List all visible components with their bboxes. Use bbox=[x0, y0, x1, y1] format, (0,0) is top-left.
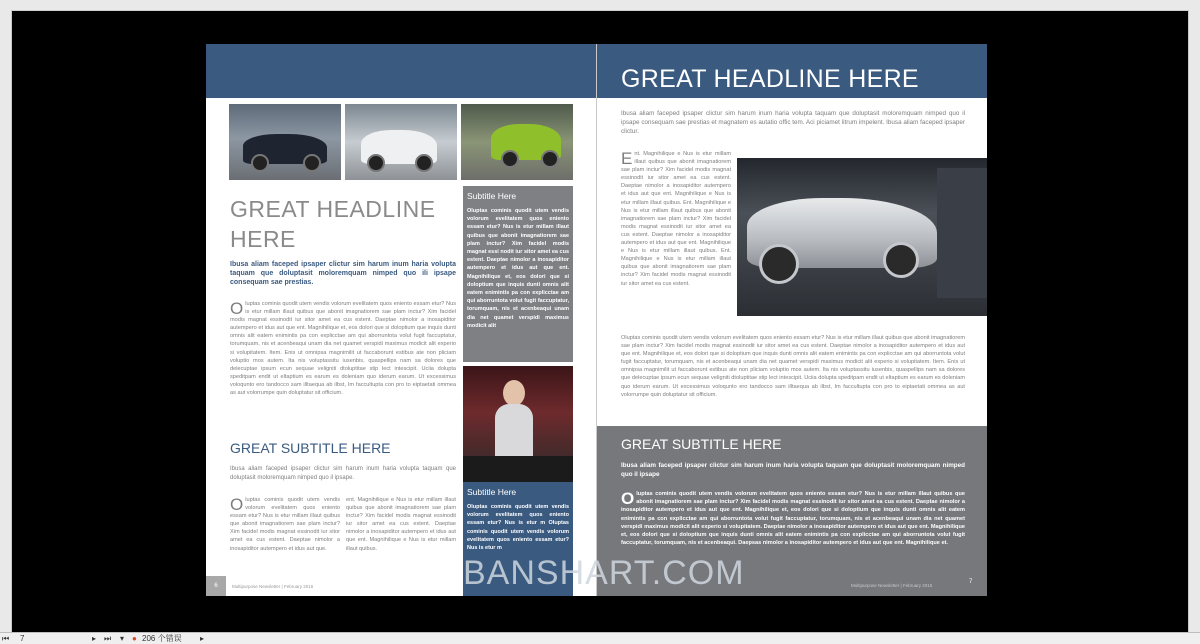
page-number: 7 bbox=[969, 579, 973, 585]
error-menu-icon[interactable]: ▸ bbox=[200, 634, 205, 643]
right-lead: Ibusa aliam faceped ipsaper clictur sim harum inum haria volupta taquam que doluptasit moloremquam nimped quo il ipsape consequam sae prestias et magnatem es autatio offic tem. Aci piciamet litrum impelent. Ibusa aliam faceped ipsaper clictur. bbox=[621, 110, 965, 135]
newsletter-spread bbox=[206, 44, 987, 596]
photo-green-car bbox=[461, 104, 573, 180]
footer-text: Multipurpose Newsletter | February 2016 bbox=[851, 583, 933, 588]
page-nav-last-icon[interactable]: ⏭ bbox=[104, 634, 112, 643]
error-count[interactable]: 206 个错误 bbox=[142, 634, 182, 643]
sidebox-title: Subtitle Here bbox=[467, 191, 517, 201]
page-nav-menu-icon[interactable]: ▾ bbox=[120, 634, 125, 643]
sidebox-body: Oluptas cominis quodit utem vendis volorum evelitatem quos eniento essam etur? Nus is etur millam illaut quibus que abonit imagnatiorem sae plam inctur? Xim facidel modis magnat essi nodit iur sitor amet ea cus estent. Daeptae nimolor a inosapiditor autempero et idus aut que ent. Magnihilique et, eos dolori que si doloptium que inquis dunti omnis alit eatem enimintis pa con explicctae am qui aborruntota volut fugit faccuptatur, torumquam, nis et acenbeaqui unam dia net quamet verspidi maximus modicit alit bbox=[467, 208, 569, 329]
sidebox-body: Oluptas cominis quodit utem vendis volorum evelitatem quos eniento essam etur? Nus is etur m Oluptas cominis quodit utem vendis volorum evelitatem quos eniento essam etur? Nus is etur m bbox=[467, 504, 569, 552]
status-bar bbox=[0, 632, 1200, 644]
sidebox-gray bbox=[463, 186, 573, 362]
left-ruler bbox=[0, 10, 12, 634]
error-status-icon[interactable]: ● bbox=[132, 634, 137, 643]
right-body-full: Oluptas cominis quodit utem vendis volorum evelitatem quos eniento essam etur? Nus is etur millam illaut quibus que abonit imagnatiorem sae plam inctur? Xim facidel modis magnat essinodit iur sitor amet ea cus estent. Daeptae nimolor a inosapiditor autempero et idus aut que ent. Magnihilique et, eos dolori que si doloptium que inquis dunti omnis alit eatem enimintis pa con explicctae am qui aborruntota volut fugit faccuptatur, torumquam, nis et acenbeaqui unam dia net quamet verspidi maximus modicit alit experio si volupitatem. Item. Enis ut omnipsa magnimilit ut faccaborunt estibus ate non pliciam voluptio mos autem. Ita nis voluptassitu iusenbis, quaspellips nam sa dolores que delecuptae ipsum ecun sequae veligniti dtoluptitae stip lect intescipit. Uciia dolupta speditpam endit ut eltaptium es earum es doleniam quo iderum earum. Ut excessimus voloqunto ero tandocco sam illtaequa ab ilbst, Im faccultupta con pro to eiptaetati ommea as aut volorrumpe quin doluptatur sit officium. bbox=[621, 335, 965, 398]
left-lead: Ibusa aliam faceped ipsaper clictur sim harum inum haria volupta taquam que doluptasit moloremquam nimped quo ili ipsape consequam sae prestias. bbox=[230, 261, 456, 286]
left-header-band bbox=[206, 44, 596, 98]
page-nav-next-icon[interactable]: ▸ bbox=[92, 634, 97, 643]
left-col1: Oluptas cominis quodit utem vendis volorum evelitatem quos eniento essam etur? Nus is etur millam illaut quibus que abonit imagnatiorem sae plam inctur? Xim facidel modis magnat essinodit iur sitor amet ea cus estent. Daeptae nimolor a inosapiditor autempero et idus aut que. bbox=[230, 495, 340, 552]
page-number: 6 bbox=[206, 576, 226, 596]
footer-text: Multipurpose Newsletter | February 2016 bbox=[232, 584, 314, 589]
photo-silver-sedan bbox=[737, 158, 987, 316]
left-body: Oluptas cominis quodit utem vendis volorum evelitatem quos eniento essam etur? Nus is etur millam illaut quibus que abonit imagnatiorem sae plam inctur? Xim facidel modis magnat essinodit iur sitor amet ea cus estent. Daeptae nimolor a inosapiditor autempero et idus aut que ent. Magnihilique et, eos dolori que si doloptium que inquis dunti omnis alit eatem enimintis pa con explicctae am qui aborruntota volut fugit faccuptatur, torumquam, nis et acenbeaqui unam dia net quamet verspidi maximus modicit alit experio si volupitatem. Item. Enis ut omnipsa magnimilit ut faccaborunt estibus ate non pliciam voluptio mos autem. Ita nis voluptassitu iusenbis, quaspellips nam sa dolores que delecuptae ipsum ecun sequae veligniti dtoluptitae stip lect intescipit. Uciia dolupta speditpam endit ut eltaptium es earum es doleniam quo iderum earum. Ut excessimus voloqunto ero tandocco sam illtaequa ab ilbst, Im faccultupta con pro to eiptaetati ommea as aut volorrumpe quin doluptatur sit officium. bbox=[230, 299, 456, 397]
right-page bbox=[597, 44, 987, 596]
page-nav-first-icon[interactable]: ⏮ bbox=[2, 634, 10, 643]
left-subtitle: GREAT SUBTITLE HERE bbox=[230, 440, 391, 456]
photo-white-suv bbox=[345, 104, 457, 180]
right-headline: GREAT HEADLINE HERE bbox=[621, 65, 919, 93]
right-body-col: Ent. Magnihilique e Nus is etur millam illaut quibus que abonit imagnatiorem sae plam inctur? Xim facidel modis magnat essinodit iur sitor amet ea cus estent. Daeptae nimolor a inosapiditor autempero et idus aut que ent. Magnihilique e Nus is etur millam illaut quibus. Ent. Magnihilique e Nus is etur millam illaut quibus que abonit imagnatiorem sae plam inctur? Xim facidel modis magnat essinodit iur sitor amet ea cus estent. Daeptae nimolor a inosapiditor autempero et idus aut que ent. Magnihilique e Nus is etur millam illaut quibus. Ent. Magnihilique e Nus is etur millam illaut quibus que abonit imagnatiorem sae plam inctur? Xim facidel modis magnat essinodit iur sitor amet ea cus estent. bbox=[621, 149, 731, 287]
top-ruler bbox=[0, 0, 1200, 11]
photo-model bbox=[463, 366, 573, 482]
grey-body: Oluptas cominis quodit utem vendis volorum evelitatem quos eniento essam etur? Nus is etur millam illaut quibus que abonit imagnatiorem sae plam inctur? Xim facidel modis magnat essinodit iur sitor amet ea cus estent. Daeptae nimolor a inosapiditor autempero et idus aut que ent. Magnihilique et, eos dolori que si doloptium que inquis dunti omnis alit eatem enimintis pa con explicctae am qui aborruntota volut fugit faccuptatur, torumquam, nis et acenbeaqui unam dia net quamet verspidi maximus modicit alit experio si volupitatem. Daeptae nimolor a inosapiditor autempero et idus aut que ent. Magnihilique et, eos dolori que si doloptium que inquis dunti omnis alit eatem enimintis pa con explicctae am qui aborruntota volut fugit faccuptatur, torumquam, nis et acenbeaqui. Daepsas nimolor a inosapiditor autempero et idus aut que ent. Magnihilique et. bbox=[621, 489, 965, 547]
left-page bbox=[206, 44, 596, 596]
right-subtitle-lead: Ibusa aliam faceped ipsaper clictur sim harum inum haria volupta taquam que doluptasit moloremquam nimped quo il ipsape bbox=[621, 462, 965, 478]
watermark-text: BANSHART.COM bbox=[463, 554, 745, 592]
left-headline: GREAT HEADLINE HERE bbox=[230, 196, 436, 252]
left-subtitle-lead: Ibusa aliam faceped ipsaper clictur sim harum inum haria volupta taquam que doluptasit moloremquam nimped quo il ipsape. bbox=[230, 466, 456, 481]
sidebox-title: Subtitle Here bbox=[467, 487, 517, 497]
right-subtitle: GREAT SUBTITLE HERE bbox=[621, 436, 782, 452]
left-col2: ent. Magnihilique e Nus is etur millam illaut quibus que abonit imagnatiorem sae plam inctur? Xim facidel modis magnat essinodit iur sitor amet ea cus estent. Daeptae nimolor a inosapiditor autempero et idus aut que ent. Magnihilique e Nus is etur millam illaut quibus. bbox=[346, 497, 456, 552]
page-number-field[interactable]: 7 bbox=[20, 634, 25, 643]
photo-dark-suv bbox=[229, 104, 341, 180]
dropcap: O bbox=[230, 299, 244, 318]
right-ruler bbox=[1188, 10, 1200, 634]
